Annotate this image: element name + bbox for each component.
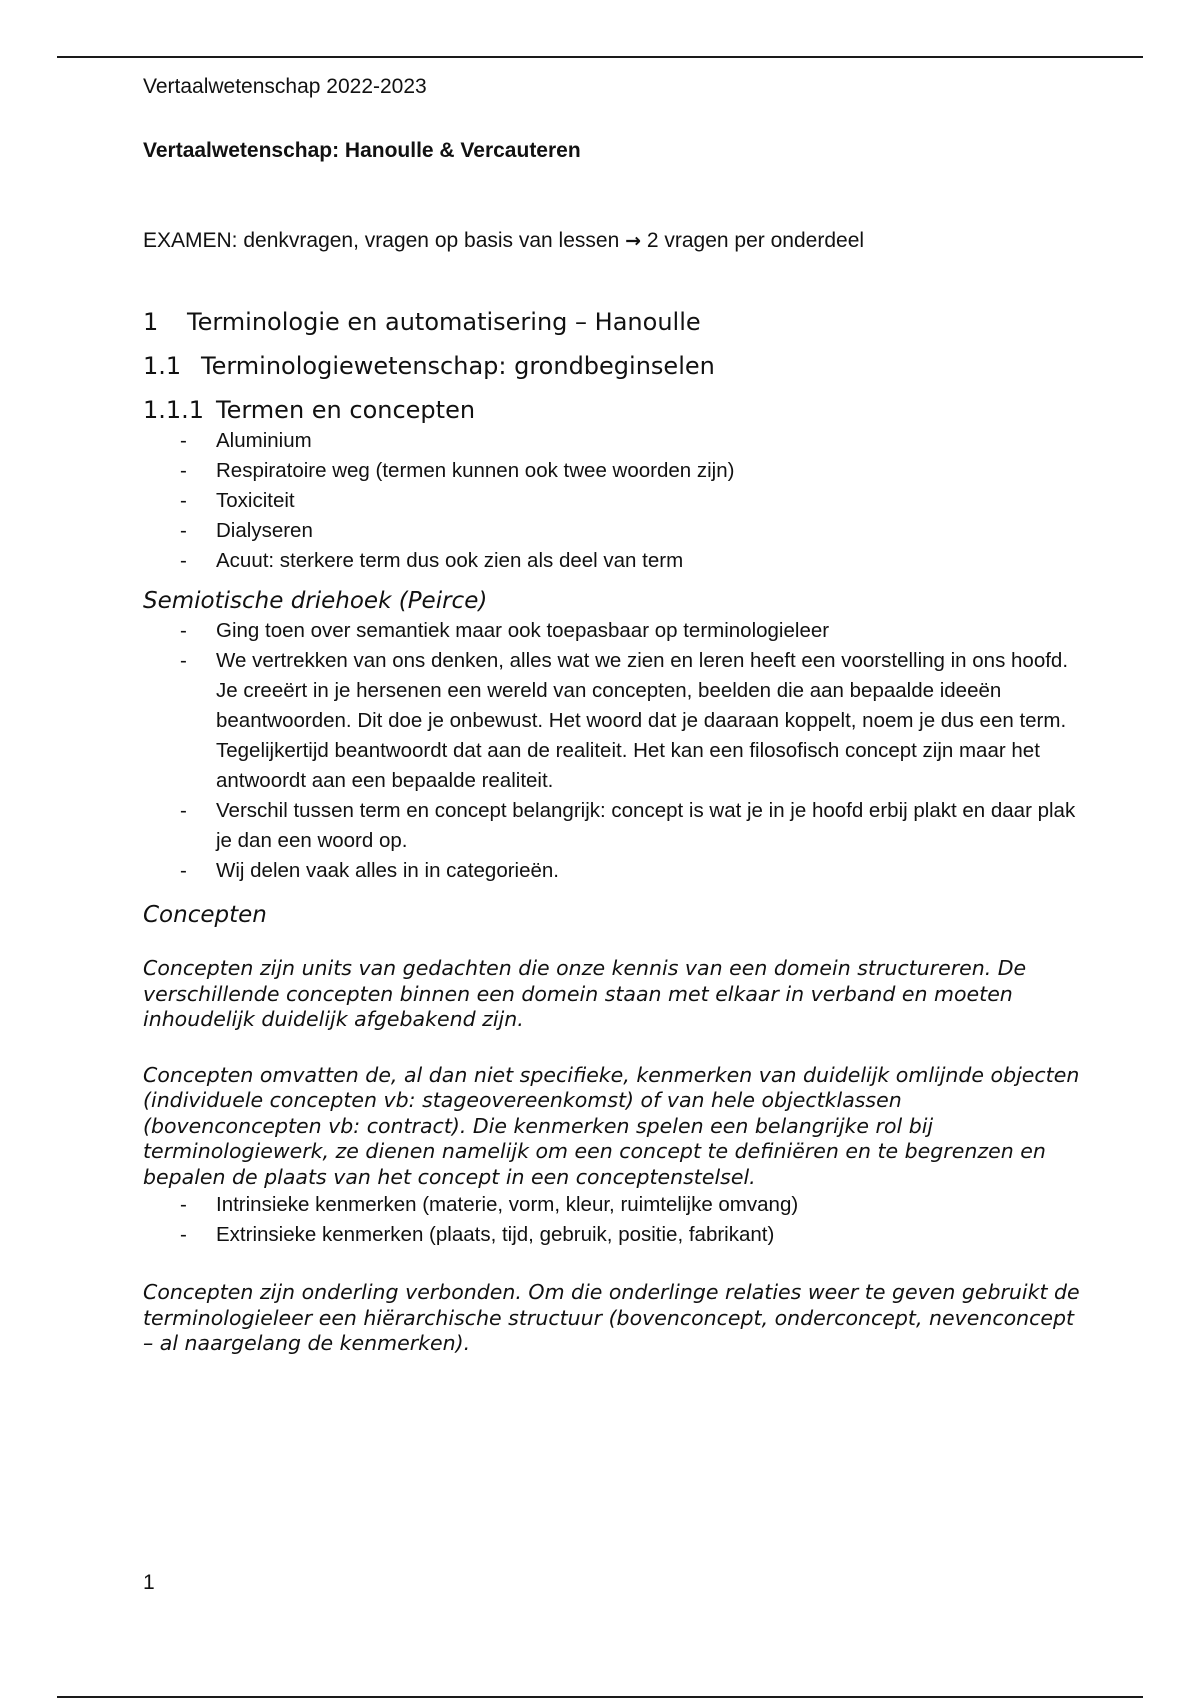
list-item <box>143 1190 1083 1220</box>
heading-2-title: Terminologiewetenschap: grondbeginselen <box>201 352 715 380</box>
dash-bullet-icon: - <box>180 1193 187 1216</box>
dash-bullet-icon: - <box>180 619 187 642</box>
page-number: 1 <box>143 1571 155 1594</box>
list-item <box>143 486 1083 516</box>
heading-2-number: 1.1 <box>143 352 182 380</box>
concepts-heading: Concepten <box>143 902 267 928</box>
heading-1-title: Terminologie en automatisering – Hanoulle <box>187 308 701 336</box>
list-item-text: Ging toen over semantiek maar ook toepasbaar op terminologieleer <box>216 619 830 642</box>
list-item-text: We vertrekken van ons denken, alles wat we zien en leren heeft een voorstelling in ons hoofd. Je creeërt in je hersenen een wereld van concepten, beelden die aan bepaalde ideeën beantwoorden. Dit doe je onbewust. Het woord dat je daaraan koppelt, noem je dus een term. Tegelijkertijd beantwoordt dat aan de realiteit. Het kan een filosofisch concept zijn maar het antwoordt aan een bepaalde realiteit. <box>216 649 1069 792</box>
list-item-text: Dialyseren <box>216 519 313 542</box>
dash-bullet-icon: - <box>180 549 187 572</box>
exam-note-suffix: 2 vragen per onderdeel <box>646 229 865 252</box>
footer-rule <box>57 1696 1143 1698</box>
dash-bullet-icon: - <box>180 459 187 482</box>
list-item <box>143 516 1083 546</box>
list-item <box>143 1220 1083 1250</box>
list-item <box>143 546 1083 576</box>
semiotics-list <box>143 616 1083 886</box>
dash-bullet-icon: - <box>180 489 187 512</box>
list-item-text: Respiratoire weg (termen kunnen ook twee woorden zijn) <box>216 459 735 482</box>
page-body <box>143 72 1083 1357</box>
list-item-text: Acuut: sterkere term dus ook zien als deel van term <box>216 549 684 572</box>
dash-bullet-icon: - <box>180 859 187 882</box>
list-item <box>143 646 1083 796</box>
heading-level-3 <box>143 394 1083 426</box>
list-item <box>143 426 1083 456</box>
list-item <box>143 616 1083 646</box>
arrow-right-icon: → <box>625 230 642 252</box>
header-rule <box>57 56 1143 58</box>
dash-bullet-icon: - <box>180 649 187 672</box>
list-item-text: Extrinsieke kenmerken (plaats, tijd, gebruik, positie, fabrikant) <box>216 1223 775 1246</box>
running-header: Vertaalwetenschap 2022-2023 <box>143 75 427 98</box>
exam-note <box>143 226 1083 256</box>
exam-note-text: EXAMEN: denkvragen, vragen op basis van lessen <box>143 229 620 252</box>
concepts-paragraph-2: Concepten omvatten de, al dan niet specifieke, kenmerken van duidelijk omlijnde objecten (individuele concepten vb: stageovereenkomst) of van hele objectklassen (bovenconcepten vb: contract). Die kenmerken spelen een belangrijke rol bij terminologiewerk, ze dienen namelijk om een concept te definiëren en te begrenzen en bepalen de plaats van het concept in een conceptenstelsel. <box>143 1062 1080 1189</box>
list-item-text: Verschil tussen term en concept belangrijk: concept is wat je in je hoofd erbij plakt en daar plak je dan een woord op. <box>216 799 1076 852</box>
list-item-text: Toxiciteit <box>216 489 295 512</box>
concepts-paragraph-3: Concepten zijn onderling verbonden. Om die onderlinge relaties weer te geven gebruikt de terminologieleer een hiërarchische structuur (bovenconcept, onderconcept, nevenconcept – al naargelang de kenmerken). <box>143 1280 1080 1355</box>
list-item <box>143 856 1083 886</box>
list-item-text: Intrinsieke kenmerken (materie, vorm, kleur, ruimtelijke omvang) <box>216 1193 799 1216</box>
characteristics-list <box>143 1190 1083 1250</box>
list-item <box>143 456 1083 486</box>
heading-level-1 <box>143 306 1083 338</box>
semiotics-heading: Semiotische driehoek (Peirce) <box>143 588 488 614</box>
list-item-text: Wij delen vaak alles in in categorieën. <box>216 859 559 882</box>
term-examples-list <box>143 426 1083 576</box>
heading-1-number: 1 <box>143 308 159 336</box>
heading-level-2 <box>143 350 1083 382</box>
dash-bullet-icon: - <box>180 429 187 452</box>
heading-3-number: 1.1.1 <box>143 396 205 424</box>
list-item <box>143 796 1083 856</box>
dash-bullet-icon: - <box>180 799 187 822</box>
list-item-text: Aluminium <box>216 429 312 452</box>
document-title: Vertaalwetenschap: Hanoulle & Vercauteren <box>143 139 581 162</box>
heading-3-title: Termen en concepten <box>216 396 476 424</box>
dash-bullet-icon: - <box>180 1223 187 1246</box>
concepts-paragraph-1: Concepten zijn units van gedachten die onze kennis van een domein structureren. De verschillende concepten binnen een domein staan met elkaar in verband en moeten inhoudelijk duidelijk afgebakend zijn. <box>143 956 1027 1031</box>
dash-bullet-icon: - <box>180 519 187 542</box>
